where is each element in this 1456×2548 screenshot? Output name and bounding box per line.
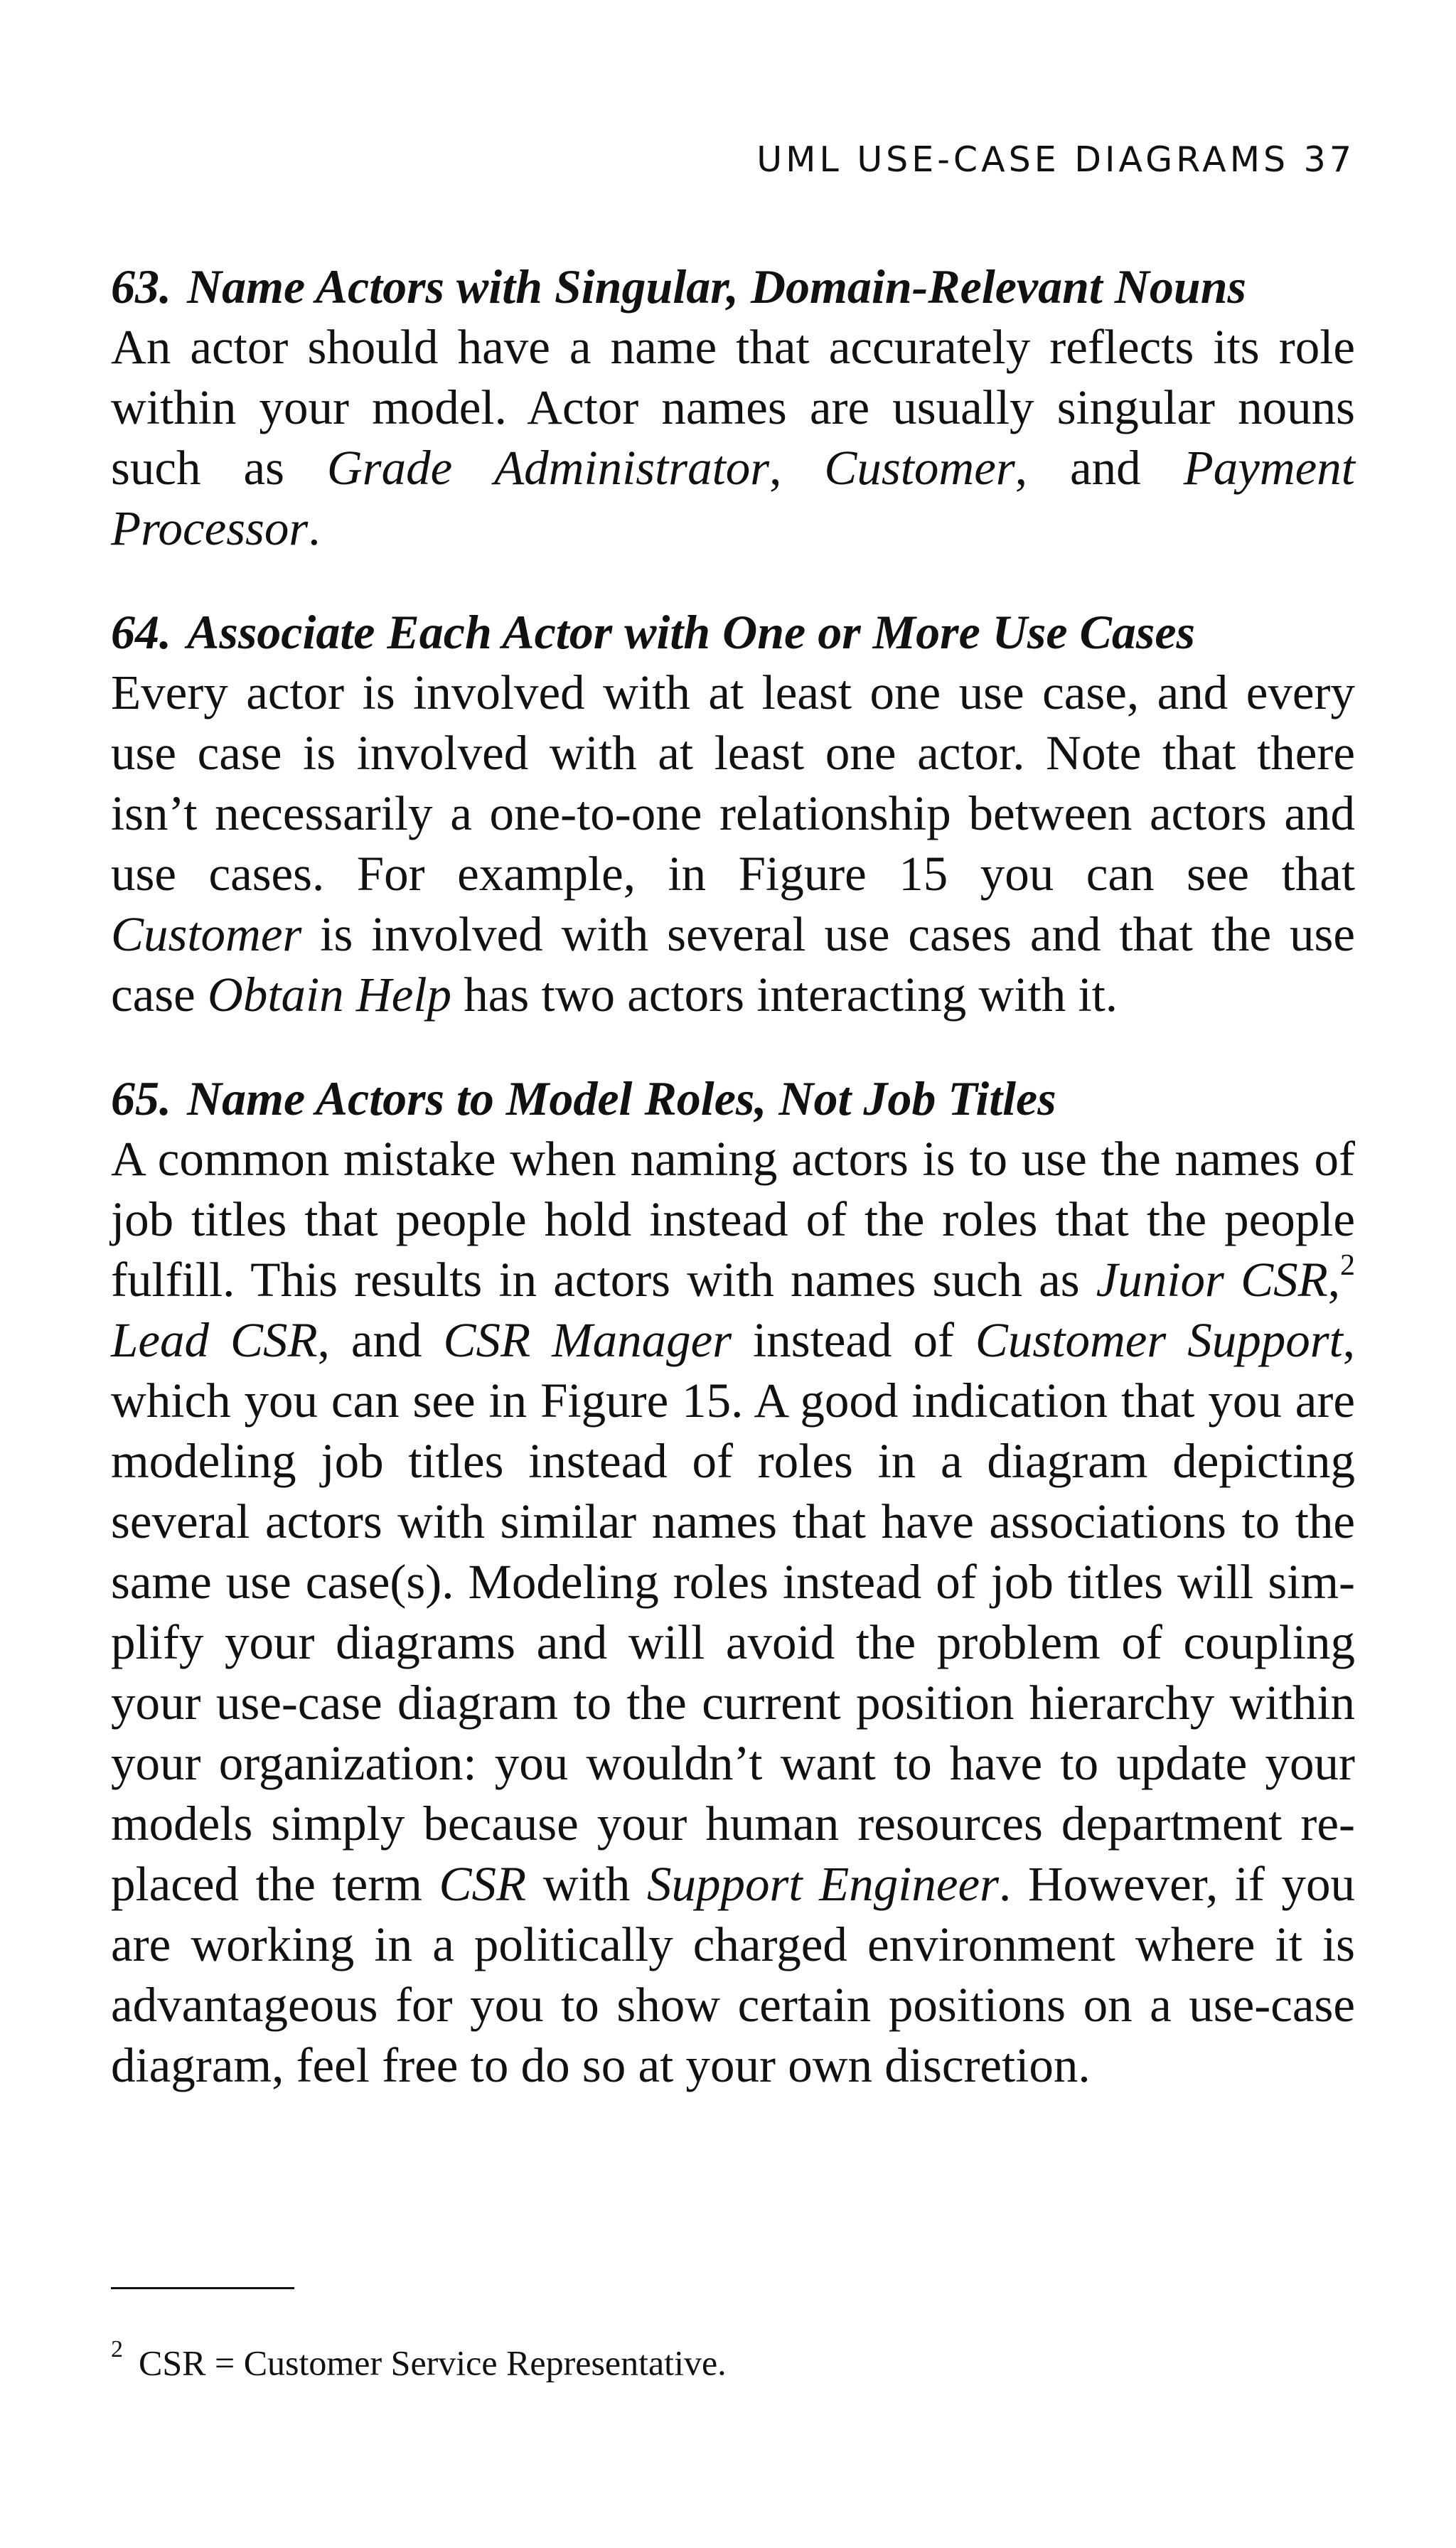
footnote-reference[interactable]: 2 — [1340, 1249, 1355, 1282]
paragraph-text: An actor should have a name that accurately reflects its role within your model. Actor names are usually singular nouns such as — [111, 320, 1355, 495]
paragraph-text: . — [308, 501, 321, 555]
paragraph-text: , and — [1015, 441, 1184, 495]
section-title: Name Actors with Singular, Domain-Relevant Nouns — [187, 259, 1246, 314]
section-heading — [111, 603, 1355, 661]
paragraph-text: A common mistake when naming actors is to use the names of job titles that people hold instead of the roles that the people fulfill. This results in actors with names such as — [111, 1132, 1355, 1307]
paragraph-text: instead of — [732, 1313, 975, 1367]
section-number: 65. — [111, 1071, 171, 1125]
footnote-divider — [111, 2287, 294, 2289]
section-heading — [111, 1069, 1355, 1128]
paragraph-text: . However, if you are working in a politically charged environment where it is advantageous for you to show certain positions on a use-case diagram, feel free to do so at your own discretion. — [111, 1857, 1355, 2092]
emphasized-term: Customer — [824, 441, 1015, 495]
emphasized-term: CSR Manager — [443, 1313, 732, 1367]
section-title: Associate Each Actor with One or More Use Cases — [187, 605, 1196, 659]
emphasized-term: Obtain Help — [207, 968, 452, 1022]
section-heading — [111, 257, 1355, 316]
paragraph-text: , — [769, 441, 825, 495]
emphasized-term: Customer — [111, 907, 302, 961]
section-title: Name Actors to Model Roles, Not Job Titles — [187, 1071, 1056, 1125]
section-paragraph — [111, 1129, 1355, 2096]
paragraph-text: is involved with several use cases and that the use case — [111, 907, 1355, 1022]
running-head: UML USE-CASE DIAGRAMS 37 — [756, 139, 1355, 180]
footnote — [111, 2334, 727, 2384]
paragraph-text: , which you can see in Figure 15. A good indication that you are modeling job titles instead of roles in a diagram depicting several actors with similar names that have associations to the same use case(s). Modeling roles instead of job titles will simplify your diagrams and will avoid the problem of coupling your use-case diagram to the current position hierarchy within your organization: you wouldn’t want to have to update your models simply because your human resources department replaced the term — [111, 1313, 1355, 1911]
section-64 — [111, 603, 1355, 1025]
paragraph-text: , — [1327, 1253, 1340, 1307]
emphasized-term: Customer Support — [975, 1313, 1343, 1367]
emphasized-term: Junior CSR — [1096, 1253, 1328, 1307]
emphasized-term: Payment Processor — [111, 441, 1355, 555]
book-page — [111, 0, 1355, 2548]
emphasized-term: Grade Administrator — [326, 441, 770, 495]
footnote-marker: 2 — [111, 2336, 123, 2362]
paragraph-text: Every actor is involved with at least one use case, and every use case is involved with at least one actor. Note that there isn’t necessarily a one-to-one relationship between actors and use cases. For example, in Figure 15 you can see that — [111, 665, 1355, 901]
emphasized-term: CSR — [439, 1857, 527, 1911]
emphasized-term: Lead CSR — [111, 1313, 318, 1367]
section-paragraph — [111, 317, 1355, 559]
paragraph-text: has two actors interacting with it. — [451, 968, 1118, 1022]
section-63 — [111, 257, 1355, 559]
section-number: 64. — [111, 605, 171, 659]
page-content — [111, 257, 1355, 2140]
emphasized-term: Support Engineer — [646, 1857, 999, 1911]
section-65 — [111, 1069, 1355, 2096]
paragraph-text: , and — [317, 1313, 444, 1367]
footnote-text: CSR = Customer Service Representative. — [139, 2343, 727, 2383]
section-paragraph — [111, 663, 1355, 1025]
section-number: 63. — [111, 259, 171, 314]
paragraph-text: with — [526, 1857, 647, 1911]
